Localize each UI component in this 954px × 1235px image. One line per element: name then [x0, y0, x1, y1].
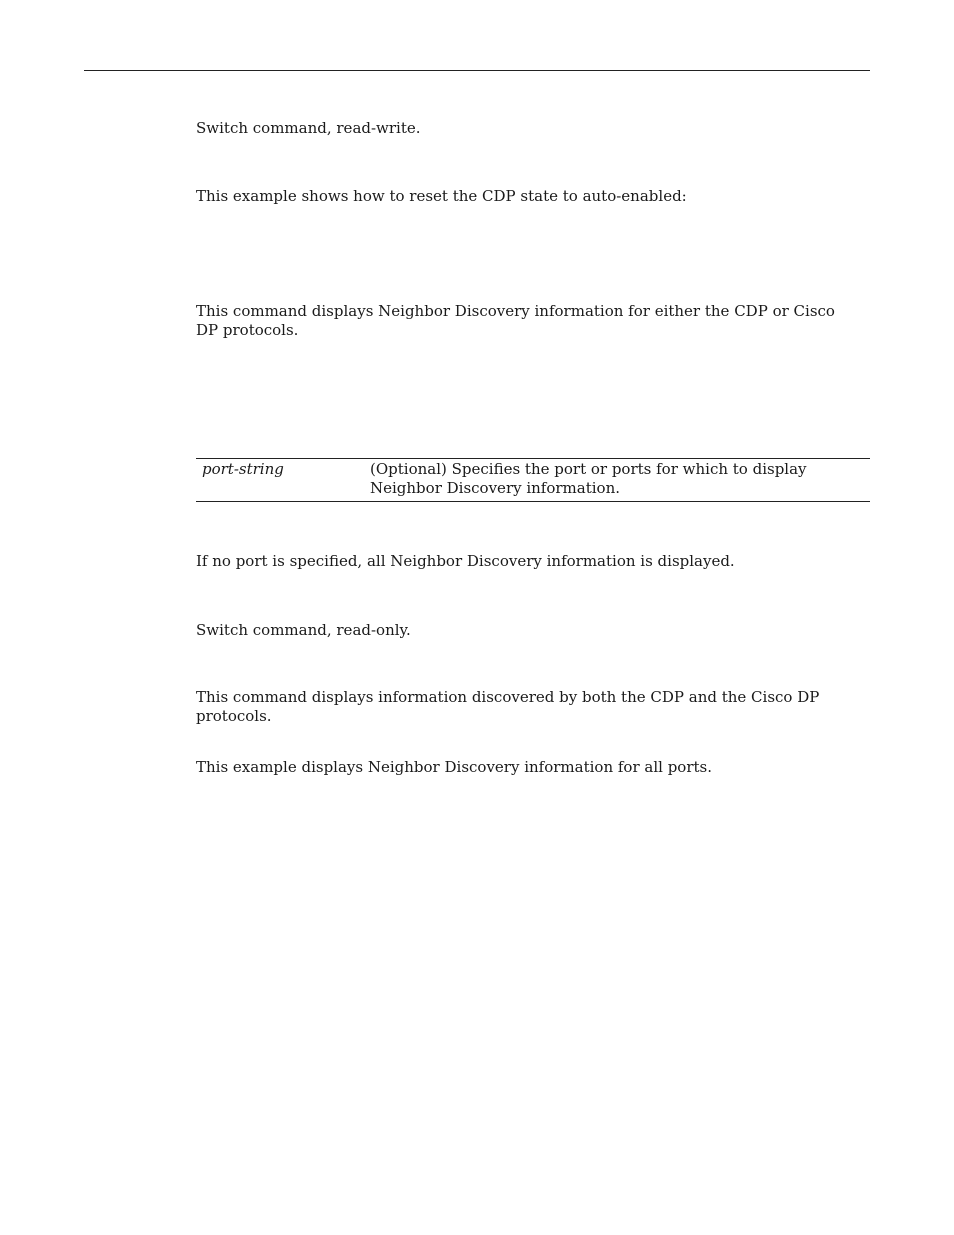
example-intro-text-2: This example displays Neighbor Discovery information for all ports. — [196, 758, 712, 776]
usage-text: This command displays information discovered by both the CDP and the Cisco DP protocols. — [196, 688, 820, 725]
example-intro-text: This example shows how to reset the CDP state to auto-enabled: — [196, 187, 687, 205]
command-description: This command displays Neighbor Discovery information for either the CDP or Cisco DP protocols. — [196, 302, 835, 339]
table-row — [196, 459, 870, 502]
parameter-table — [196, 458, 870, 502]
defaults-text: If no port is specified, all Neighbor Discovery information is displayed. — [196, 552, 735, 570]
parameter-description: (Optional) Specifies the port or ports for which to display Neighbor Discovery information. — [370, 460, 807, 497]
header-rule — [84, 70, 870, 71]
parameter-name: port-string — [202, 460, 284, 478]
mode-text-read-only: Switch command, read-only. — [196, 621, 411, 639]
mode-text-read-write: Switch command, read-write. — [196, 119, 421, 137]
